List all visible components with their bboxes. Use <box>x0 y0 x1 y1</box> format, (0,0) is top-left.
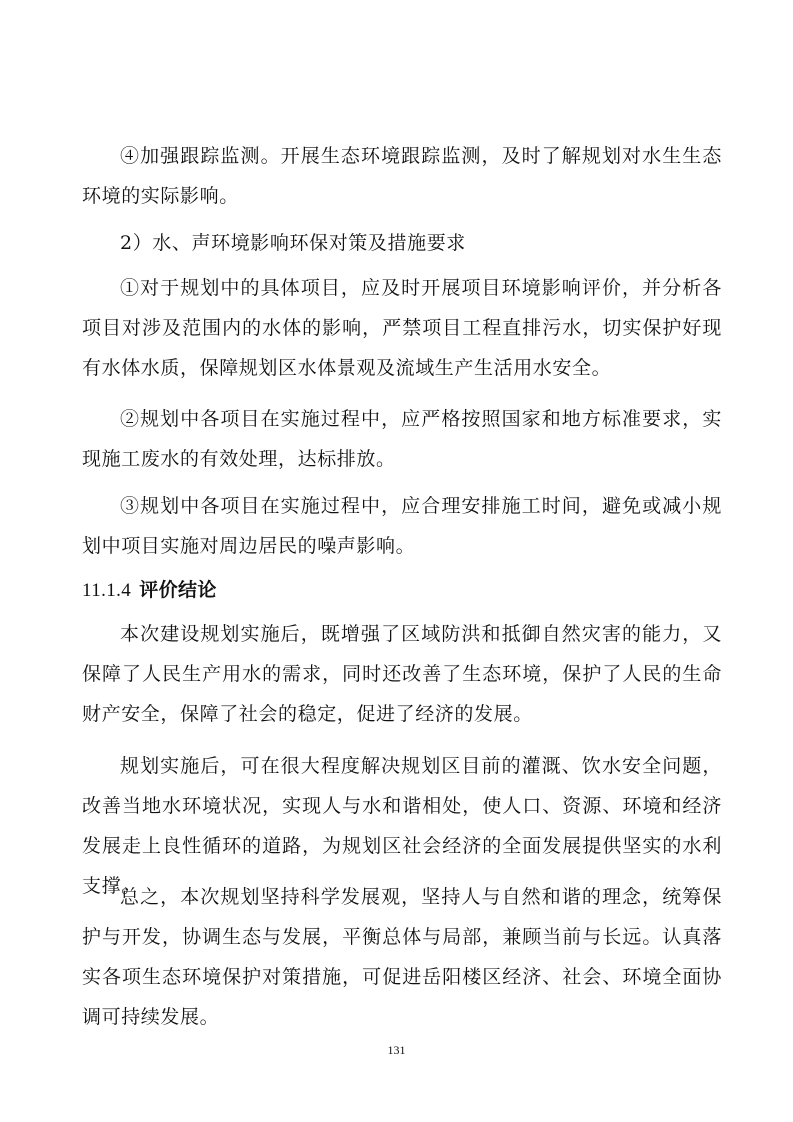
paragraph-noise-measure-3: ③规划中各项目在实施过程中，应合理安排施工时间，避免或减小规划中项目实施对周边居民的噪声影响。 <box>82 495 722 557</box>
paragraph-tracking-monitoring: ④加强跟踪监测。开展生态环境跟踪监测，及时了解规划对水生生态环境的实际影响。 <box>82 145 722 207</box>
paragraph-conclusion-1: 本次建设规划实施后，既增强了区域防洪和抵御自然灾害的能力，又保障了人民生产用水的需求，同时还改善了生态环境，保护了人民的生命财产安全，保障了社会的稳定，促进了经济的发展。 <box>82 623 722 725</box>
subheading-water-noise-measures: 2）水、声环境影响环保对策及措施要求 <box>120 232 466 254</box>
paragraph-conclusion-2: 规划实施后，可在很大程度解决规划区目前的灌溉、饮水安全问题，改善当地水环境状况，实现人与水和谐相处，使人口、资源、环境和经济发展走上良性循环的道路，为规划区社会经济的全面发展提供坚实的水利支撑。 <box>82 755 722 897</box>
paragraph-water-measure-2: ②规划中各项目在实施过程中，应严格按照国家和地方标准要求，实现施工废水的有效处理，达标排放。 <box>82 408 722 470</box>
page-number: 131 <box>387 1043 406 1057</box>
section-heading <box>82 570 722 611</box>
paragraph-conclusion-3: 总之，本次规划坚持科学发展观，坚持人与自然和谐的理念，统筹保护与开发，协调生态与发展，平衡总体与局部，兼顾当前与长远。认真落实各项生态环境保护对策措施，可促进岳阳楼区经济、社会、环境全面协调可持续发展。 <box>82 886 722 1028</box>
section-number: 11.1.4 <box>82 580 132 601</box>
section-title: 评价结论 <box>139 579 217 601</box>
paragraph-water-measure-1: ①对于规划中的具体项目，应及时开展项目环境影响评价，并分析各项目对涉及范围内的水体的影响，严禁项目工程直排污水，切实保护好现有水体水质，保障规划区水体景观及流域生产生活用水安全。 <box>82 277 722 379</box>
